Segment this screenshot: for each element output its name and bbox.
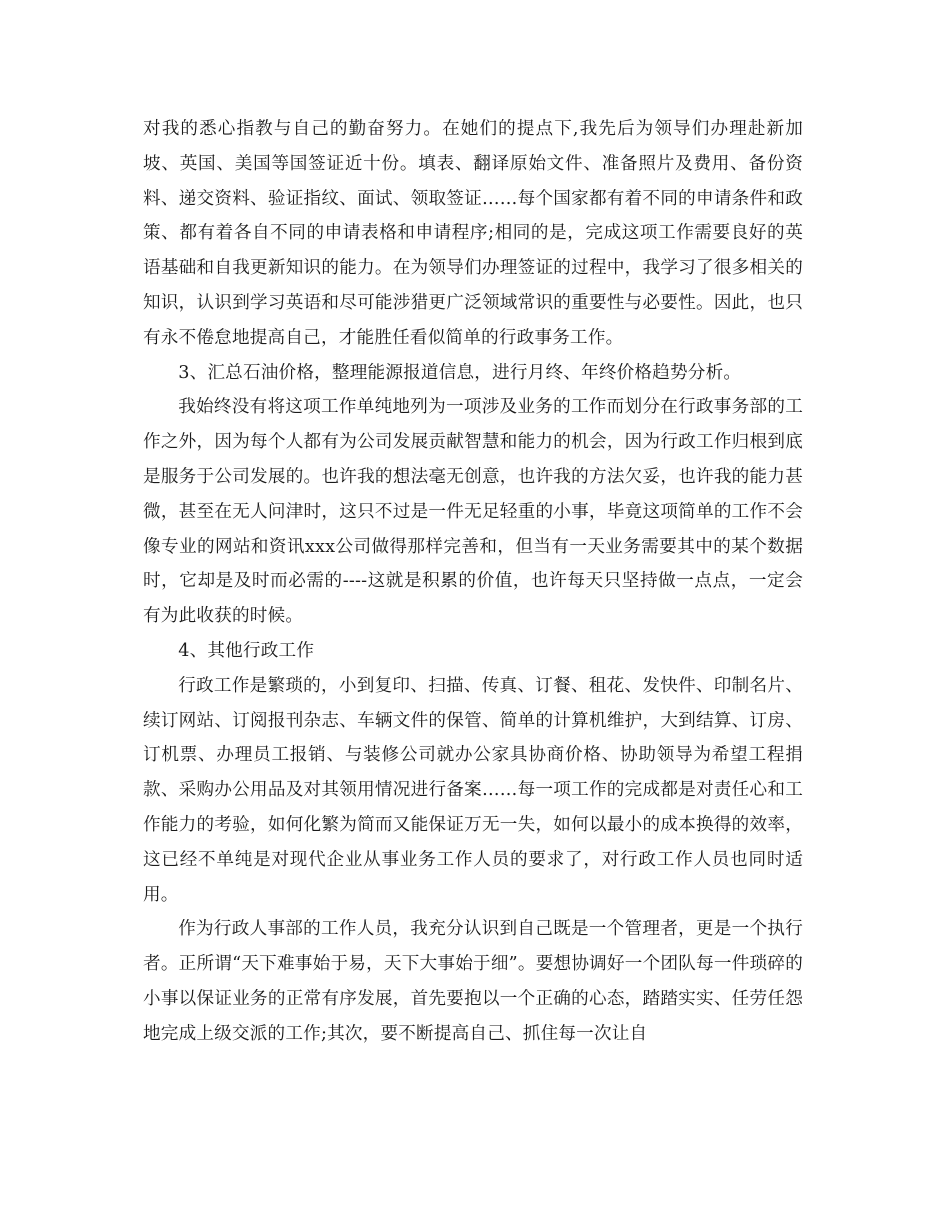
paragraph-heading-oil-price: 3、汇总石油价格，整理能源报道信息，进行月终、年终价格趋势分析。 [178, 362, 742, 383]
paragraph-admin-staff-role: 作为行政人事部的工作人员，我充分认识到自己既是一个管理者，更是一个执行者。正所谓“天下难事始于易，天下大事始于细”。要想协调好一个团队每一件琐碎的小事以保证业务的正常有序发展，首先要抱以一个正确的心态，踏踏实实、任劳任怨地完成上级交派的工作;其次，要不断提高自己、抓住每一次让自 [143, 919, 803, 1044]
document-body [143, 112, 803, 1052]
paragraph-oil-price-work: 我始终没有将这项工作单纯地列为一项涉及业务的工作而划分在行政事务部的工作之外，因为每个人都有为公司发展贡献智慧和能力的机会，因为行政工作归根到底是服务于公司发展的。也许我的想法毫无创意，也许我的方法欠妥，也许我的能力甚微，甚至在无人问津时，这只不过是一件无足轻重的小事，毕竟这项简单的工作不会像专业的网站和资讯xxx公司做得那样完善和，但当有一天业务需要其中的某个数据时，它却是及时而必需的----这就是积累的价值，也许每天只坚持做一点点，一定会有为此收获的时候。 [143, 397, 803, 627]
paragraph-visa-work: 对我的悉心指教与自己的勤奋努力。在她们的提点下,我先后为领导们办理赴新加坡、英国、美国等国签证近十份。填表、翻译原始文件、准备照片及费用、备份资料、递交资料、验证指纹、面试、领取签证……每个国家都有着不同的申请条件和政策、都有着各自不同的申请表格和申请程序;相同的是，完成这项工作需要良好的英语基础和自我更新知识的能力。在为领导们办理签证的过程中，我学习了很多相关的知识，认识到学习英语和尽可能涉猎更广泛领域常识的重要性与必要性。因此，也只有永不倦怠地提高自己，才能胜任看似简单的行政事务工作。 [143, 119, 803, 348]
paragraph-admin-work: 行政工作是繁琐的，小到复印、扫描、传真、订餐、租花、发快件、印制名片、续订网站、订阅报刊杂志、车辆文件的保管、简单的计算机维护，大到结算、订房、订机票、办理员工报销、与装修公司就办公家具协商价格、协助领导为希望工程捐款、采购办公用品及对其领用情况进行备案……每一项工作的完成都是对责任心和工作能力的考验，如何化繁为简而又能保证万无一失，如何以最小的成本换得的效率，这已经不单纯是对现代企业从事业务工作人员的要求了，对行政工作人员也同时适用。 [143, 675, 803, 905]
paragraph-heading-other-admin: 4、其他行政工作 [178, 640, 315, 661]
